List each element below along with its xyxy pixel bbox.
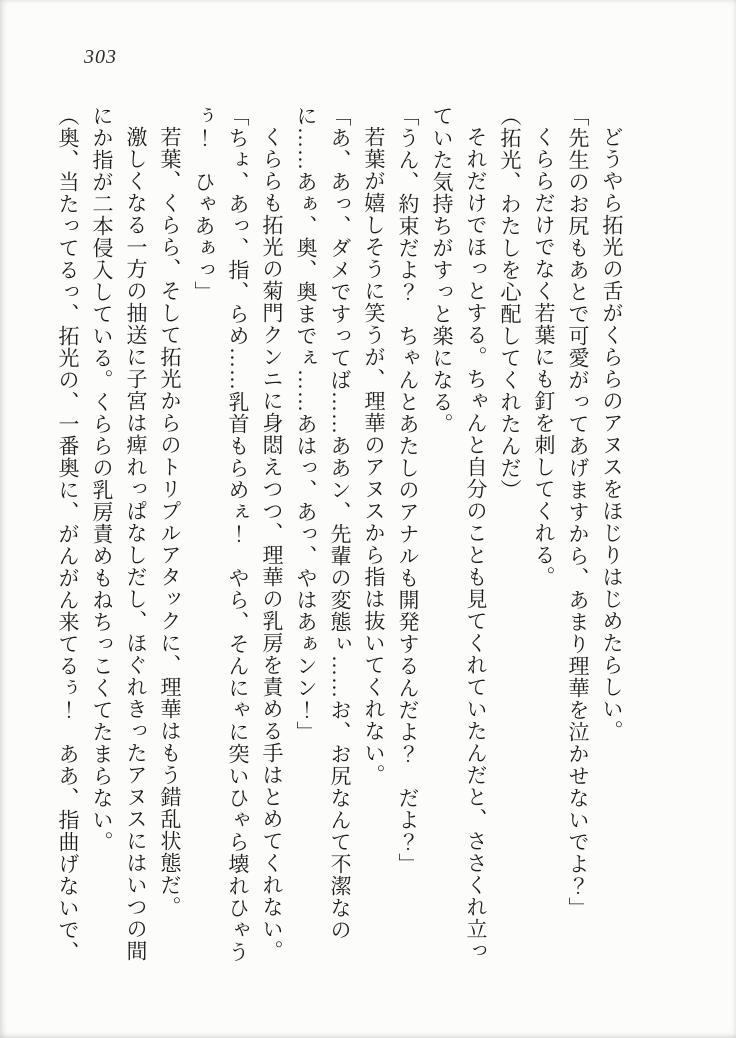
- paragraph-02-dialogue: 「先生のお尻もあとで可愛がってあげますから、あまり理華を泣かせないでよ？」: [566, 105, 590, 919]
- paragraph-11-narration: 若葉、くらら、そして拓光からのトリプルアタックに、理華はもう錯乱状態だ。: [158, 126, 182, 918]
- paragraph-08-dialogue: 「あ、あっ、ダメですってば……ああン、先輩の変態ぃ……お、お尻なんて不潔なのに……あぁ、奥、奥までぇ……あはっ、あっ、やはあぁンン！」: [294, 105, 352, 941]
- paragraph-10-dialogue: 「ちょ、あっ、指、らめ……乳首もらめぇ！ やら、そんにゃに突いひゃら壊れひゃうぅ！ ひゃあぁっ」: [192, 105, 250, 963]
- page-number: 303: [84, 46, 117, 68]
- paragraph-05-narration: それだけでほっとする。ちゃんと自分のことも見てくれていたんだと、ささくれ立っていた気持ちがすっと楽になる。: [430, 105, 488, 962]
- paragraph-12-narration: 激しくなる一方の抽送に子宮は痺れっぱなしだし、ほぐれきったアヌスにはいつの間にか指が二本侵入している。くららの乳房責めもねちっこくてたまらない。: [90, 105, 148, 962]
- paragraph-04-thought: （拓光、わたしを心配してくれたんだ）: [498, 105, 522, 501]
- paragraph-13-thought: （奥、当たってるっ、拓光の、一番奥に、がんがん来てるぅ！ ああ、指曲げないで、: [56, 105, 80, 963]
- text-block: [51, 105, 629, 967]
- paragraph-01-narration: どうやら拓光の舌がくららのアヌスをほじりはじめたらしい。: [600, 126, 624, 742]
- paragraph-07-narration: 若葉が嬉しそうに笑うが、理華のアヌスから指は抜いてくれない。: [362, 126, 386, 786]
- paragraph-03-narration: くららだけでなく若葉にも釘を刺してくれる。: [532, 126, 556, 588]
- paragraph-06-dialogue: 「うん、約束だよ？ ちゃんとあたしのアナルも開発するんだよ？ だよ？」: [396, 105, 420, 875]
- paragraph-09-narration: くららも拓光の菊門クンニに身悶えつつ、理華の乳房を責める手はとめてくれない。: [260, 126, 284, 962]
